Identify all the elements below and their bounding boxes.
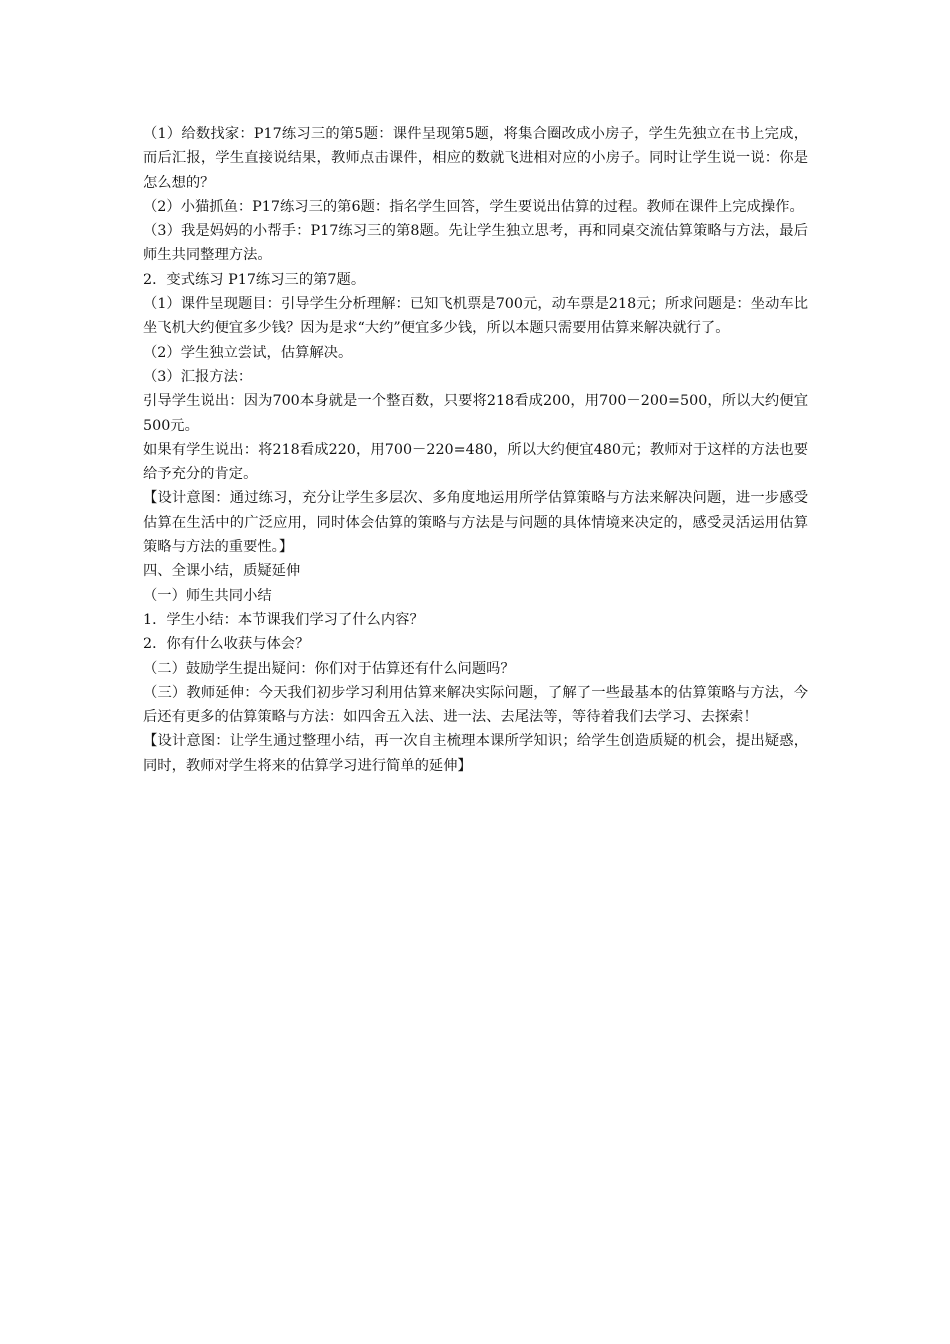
paragraph-summary-3: （三）教师延伸：今天我们初步学习利用估算来解决实际问题，了解了一些最基本的估算策略与方法，今后还有更多的估算策略与方法：如四舍五入法、进一法、去尾法等，等待着我们去学习、去探索！: [143, 684, 808, 726]
paragraph-variant-step-2: （2）学生独立尝试，估算解决。: [143, 344, 353, 361]
paragraph-summary-1: （一）师生共同小结: [143, 587, 272, 604]
paragraph-exercise-2: （2）小猫抓鱼：P17练习三的第6题：指名学生回答，学生要说出估算的过程。教师在课件上完成操作。: [143, 198, 804, 215]
paragraph-variant-step-1: （1）课件呈现题目：引导学生分析理解：已知飞机票是700元，动车票是218元；所求问题是：坐动车比坐飞机大约便宜多少钱？因为是求“大约”便宜多少钱，所以本题只需要用估算来解决就行了。: [143, 296, 808, 337]
paragraph-design-intent-1: 【设计意图：通过练习，充分让学生多层次、多角度地运用所学估算策略与方法来解决问题，进一步感受估算在生活中的广泛应用，同时体会估算的策略与方法是与问题的具体情境来决定的，感受灵活运用估算策略与方法的重要性。】: [143, 490, 808, 556]
paragraph-design-intent-2: 【设计意图：让学生通过整理小结，再一次自主梳理本课所学知识；给学生创造质疑的机会，提出疑惑，同时，教师对学生将来的估算学习进行简单的延伸】: [143, 733, 808, 774]
paragraph-exercise-1: （1）给数找家：P17练习三的第5题：课件呈现第5题，将集合圈改成小房子，学生先独立在书上完成，而后汇报，学生直接说结果，教师点击课件，相应的数就飞进相对应的小房子。同时让学生说一说：你是怎么想的？: [143, 126, 808, 191]
paragraph-summary-2: （二）鼓励学生提出疑问：你们对于估算还有什么问题吗？: [143, 660, 515, 677]
section-heading-summary: 四、全课小结，质疑延伸: [143, 563, 301, 580]
paragraph-variant-practice: 2．变式练习 P17练习三的第7题。: [143, 271, 366, 288]
paragraph-summary-item-2: 2．你有什么收获与体会？: [143, 636, 310, 653]
document-body: [143, 122, 808, 778]
paragraph-method-a: 引导学生说出：因为700本身就是一个整百数，只要将218看成200，用700－200=500，所以大约便宜500元。: [143, 393, 808, 434]
paragraph-exercise-3: （3）我是妈妈的小帮手：P17练习三的第8题。先让学生独立思考，再和同桌交流估算策略与方法，最后师生共同整理方法。: [143, 223, 808, 264]
paragraph-variant-step-3: （3）汇报方法：: [143, 368, 253, 385]
paragraph-method-b: 如果有学生说出：将218看成220，用700－220=480，所以大约便宜480元；教师对于这样的方法也要给予充分的肯定。: [143, 441, 808, 483]
paragraph-summary-item-1: 1．学生小结：本节课我们学习了什么内容？: [143, 611, 424, 628]
